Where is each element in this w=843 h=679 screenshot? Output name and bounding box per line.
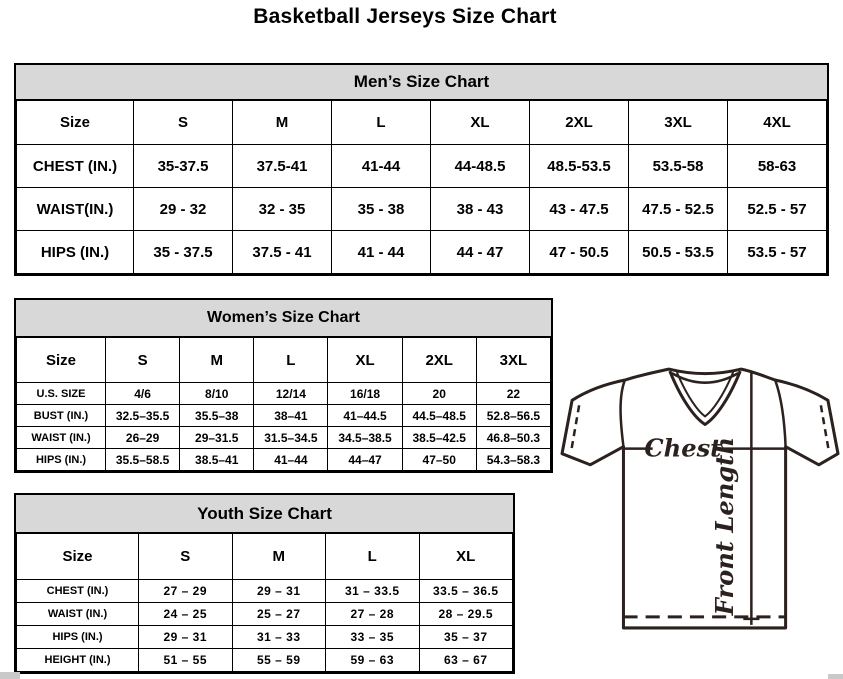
mens-chart-title: Men’s Size Chart <box>16 65 827 100</box>
row-label: WAIST (IN.) <box>17 603 139 626</box>
size-cell: 58-63 <box>728 145 827 188</box>
row-label: HIPS (IN.) <box>17 626 139 649</box>
womens-size-chart <box>14 298 553 473</box>
table-row <box>17 580 513 603</box>
row-label: CHEST (IN.) <box>17 145 134 188</box>
size-cell: 47.5 - 52.5 <box>629 188 728 231</box>
table-row <box>17 603 513 626</box>
size-cell: 54.3–58.3 <box>476 449 550 471</box>
column-header: XL <box>328 338 402 383</box>
size-cell: 32.5–35.5 <box>106 405 180 427</box>
column-header: M <box>233 101 332 145</box>
column-header: XL <box>419 534 513 580</box>
column-header: 2XL <box>530 101 629 145</box>
size-cell: 41–44.5 <box>328 405 402 427</box>
size-cell: 35 – 37 <box>419 626 513 649</box>
jersey-diagram-icon <box>560 358 840 636</box>
row-label: HIPS (IN.) <box>17 449 106 471</box>
size-cell: 4/6 <box>106 383 180 405</box>
size-cell: 34.5–38.5 <box>328 427 402 449</box>
size-cell: 8/10 <box>180 383 254 405</box>
size-cell: 38.5–42.5 <box>402 427 476 449</box>
womens-size-table <box>16 337 551 471</box>
table-row <box>17 145 827 188</box>
size-cell: 31 – 33.5 <box>326 580 420 603</box>
column-header: S <box>106 338 180 383</box>
table-row <box>17 405 551 427</box>
column-header: S <box>139 534 233 580</box>
size-cell: 29–31.5 <box>180 427 254 449</box>
size-cell: 35 - 37.5 <box>134 231 233 274</box>
size-cell: 35 - 38 <box>332 188 431 231</box>
row-label: HIPS (IN.) <box>17 231 134 274</box>
table-row <box>17 188 827 231</box>
size-cell: 20 <box>402 383 476 405</box>
column-header: XL <box>431 101 530 145</box>
size-cell: 27 – 29 <box>139 580 233 603</box>
row-label: HEIGHT (IN.) <box>17 649 139 672</box>
bottom-left-fragment <box>0 672 20 679</box>
size-cell: 27 – 28 <box>326 603 420 626</box>
size-cell: 35.5–38 <box>180 405 254 427</box>
table-row <box>17 449 551 471</box>
row-label: U.S. SIZE <box>17 383 106 405</box>
size-cell: 44 - 47 <box>431 231 530 274</box>
row-label: CHEST (IN.) <box>17 580 139 603</box>
size-cell: 35.5–58.5 <box>106 449 180 471</box>
size-cell: 37.5 - 41 <box>233 231 332 274</box>
bottom-right-fragment <box>828 674 843 679</box>
size-cell: 55 – 59 <box>232 649 326 672</box>
size-cell: 52.8–56.5 <box>476 405 550 427</box>
column-header: Size <box>17 101 134 145</box>
size-cell: 12/14 <box>254 383 328 405</box>
size-cell: 53.5 - 57 <box>728 231 827 274</box>
size-cell: 33.5 – 36.5 <box>419 580 513 603</box>
page-title: Basketball Jerseys Size Chart <box>253 5 557 28</box>
column-header: Size <box>17 338 106 383</box>
size-cell: 29 – 31 <box>232 580 326 603</box>
size-cell: 43 - 47.5 <box>530 188 629 231</box>
womens-chart-title: Women’s Size Chart <box>16 300 551 337</box>
size-cell: 63 – 67 <box>419 649 513 672</box>
column-header: 3XL <box>629 101 728 145</box>
mens-size-chart <box>14 63 829 276</box>
size-cell: 51 – 55 <box>139 649 233 672</box>
mens-header-row <box>17 101 827 145</box>
size-cell: 26–29 <box>106 427 180 449</box>
column-header: Size <box>17 534 139 580</box>
size-cell: 16/18 <box>328 383 402 405</box>
size-cell: 52.5 - 57 <box>728 188 827 231</box>
column-header: 4XL <box>728 101 827 145</box>
jersey-outline <box>562 369 838 628</box>
column-header: M <box>180 338 254 383</box>
table-row <box>17 383 551 405</box>
size-cell: 38 - 43 <box>431 188 530 231</box>
size-cell: 44-48.5 <box>431 145 530 188</box>
size-cell: 48.5-53.5 <box>530 145 629 188</box>
mens-size-table <box>16 100 827 274</box>
column-header: M <box>232 534 326 580</box>
size-cell: 44.5–48.5 <box>402 405 476 427</box>
size-cell: 44–47 <box>328 449 402 471</box>
size-cell: 41 - 44 <box>332 231 431 274</box>
size-cell: 31.5–34.5 <box>254 427 328 449</box>
size-cell: 37.5-41 <box>233 145 332 188</box>
size-cell: 29 - 32 <box>134 188 233 231</box>
size-cell: 31 – 33 <box>232 626 326 649</box>
size-cell: 47–50 <box>402 449 476 471</box>
column-header: L <box>326 534 420 580</box>
youth-header-row <box>17 534 513 580</box>
chest-label: Chest <box>644 433 722 463</box>
front-length-label: Front Length <box>710 437 740 616</box>
size-cell: 53.5-58 <box>629 145 728 188</box>
size-cell: 41-44 <box>332 145 431 188</box>
size-cell: 46.8–50.3 <box>476 427 550 449</box>
size-cell: 38–41 <box>254 405 328 427</box>
column-header: L <box>332 101 431 145</box>
column-header: L <box>254 338 328 383</box>
size-cell: 24 – 25 <box>139 603 233 626</box>
size-cell: 28 – 29.5 <box>419 603 513 626</box>
table-row <box>17 231 827 274</box>
table-row <box>17 626 513 649</box>
size-cell: 50.5 - 53.5 <box>629 231 728 274</box>
size-cell: 41–44 <box>254 449 328 471</box>
column-header: 3XL <box>476 338 550 383</box>
youth-size-table <box>16 533 513 672</box>
size-cell: 47 - 50.5 <box>530 231 629 274</box>
size-cell: 32 - 35 <box>233 188 332 231</box>
size-cell: 25 – 27 <box>232 603 326 626</box>
youth-size-chart <box>14 493 515 674</box>
size-cell: 33 – 35 <box>326 626 420 649</box>
row-label: BUST (IN.) <box>17 405 106 427</box>
column-header: S <box>134 101 233 145</box>
size-cell: 38.5–41 <box>180 449 254 471</box>
size-cell: 22 <box>476 383 550 405</box>
row-label: WAIST (IN.) <box>17 427 106 449</box>
table-row <box>17 649 513 672</box>
column-header: 2XL <box>402 338 476 383</box>
row-label: WAIST(IN.) <box>17 188 134 231</box>
size-cell: 59 – 63 <box>326 649 420 672</box>
table-row <box>17 427 551 449</box>
youth-chart-title: Youth Size Chart <box>16 495 513 533</box>
size-cell: 29 – 31 <box>139 626 233 649</box>
womens-header-row <box>17 338 551 383</box>
size-cell: 35-37.5 <box>134 145 233 188</box>
